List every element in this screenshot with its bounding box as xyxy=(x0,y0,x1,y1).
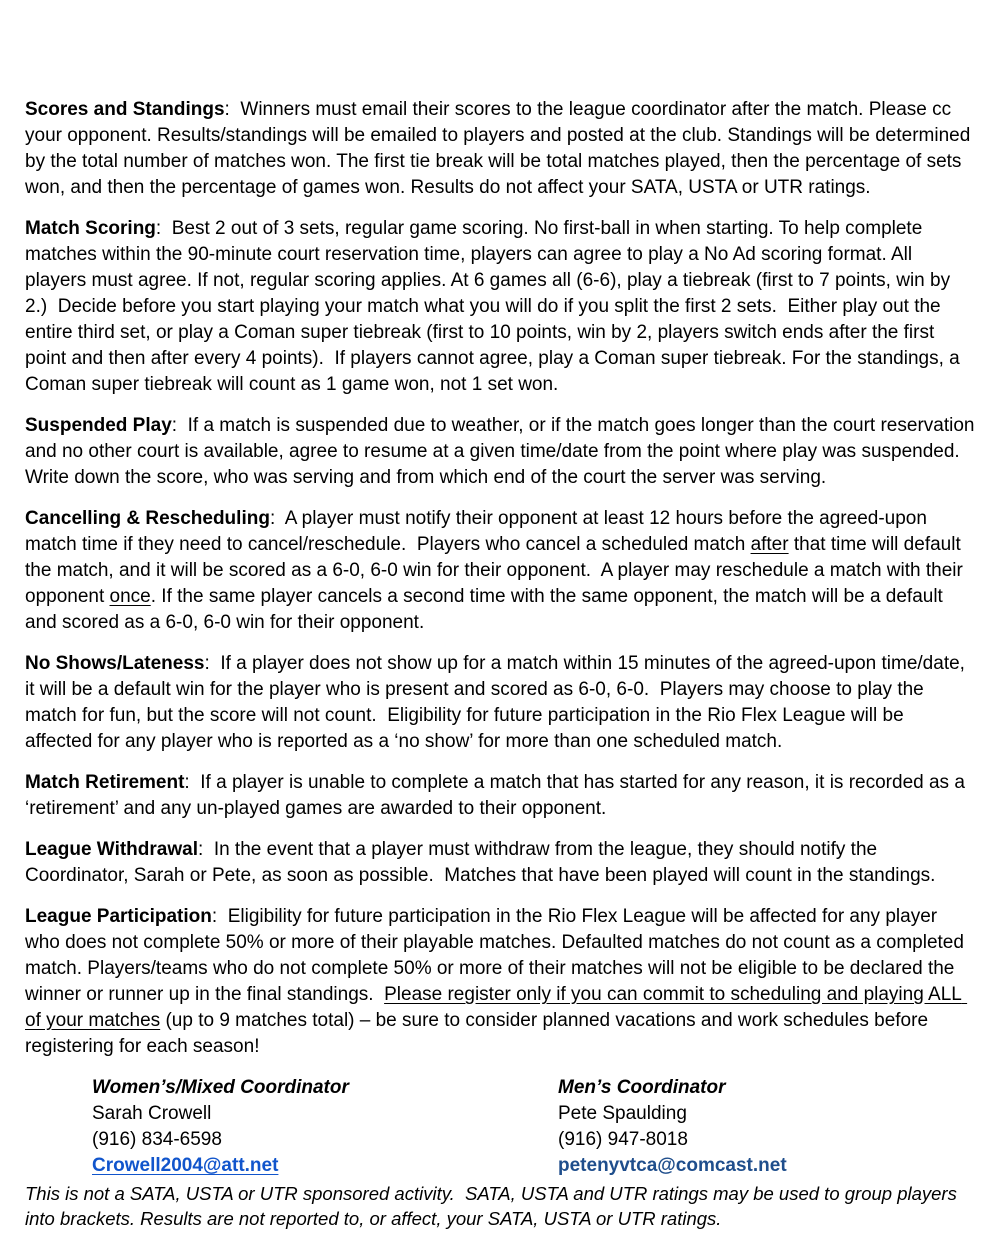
section-heading: Cancelling & Rescheduling xyxy=(25,508,270,529)
disclaimer-text: This is not a SATA, USTA or UTR sponsored activity. SATA, USTA and UTR ratings may be used to group players into brackets. Results are not reported to, or affect, your SATA, USTA or UTR ratings. xyxy=(25,1183,962,1229)
coordinators-block xyxy=(25,1075,975,1179)
heading-separator: : xyxy=(184,772,201,793)
section-text: If a player does not show up for a match within 15 minutes of the agreed-upon time/date, it will be a default win for the player who is present and scored as 6-0, 6-0. Players may choose to play the match for fun, but the score will not count. Eligibility for future participation in the Rio Flex League will be affected for any player who is reported as a ‘no show’ for more than one scheduled match. xyxy=(25,653,971,752)
heading-separator: : xyxy=(155,218,172,239)
section-text: Eligibility for future participation in the Rio Flex League will be affected for any player who does not complete 50% or more of their playable matches. Defaulted matches do not count as a completed match. Players/teams who do not complete 50% or more of their matches will not be eligible to be declared the winner or runner up in the final standings. xyxy=(25,906,970,1005)
mens-coordinator-email-link[interactable]: petenyvtca@comcast.net xyxy=(558,1155,787,1176)
section-heading: Scores and Standings xyxy=(25,99,225,120)
section-cancelling-rescheduling xyxy=(25,506,975,636)
section-heading: League Withdrawal xyxy=(25,839,198,860)
section-text: once xyxy=(109,586,151,607)
section-match-scoring xyxy=(25,216,975,398)
heading-separator: : xyxy=(211,906,228,927)
mens-coordinator-name: Pete Spaulding xyxy=(558,1103,687,1124)
section-heading: League Participation xyxy=(25,906,212,927)
section-text: after xyxy=(750,534,789,555)
womens-coordinator-phone: (916) 834-6598 xyxy=(92,1129,222,1150)
mens-coordinator-column xyxy=(558,1075,787,1179)
womens-coordinator-title: Women’s/Mixed Coordinator xyxy=(92,1077,349,1098)
heading-separator: : xyxy=(224,99,241,120)
section-text: Please register only if you can commit to scheduling and playing ALL of your matches xyxy=(25,984,968,1031)
section-text: (up to 9 matches total) – be sure to consider planned vacations and work schedules before registering for each season! xyxy=(25,1010,934,1057)
section-match-retirement xyxy=(25,770,975,822)
section-no-shows-lateness xyxy=(25,651,975,755)
section-suspended-play xyxy=(25,413,980,491)
section-text: Best 2 out of 3 sets, regular game scoring. No first-ball in when starting. To help complete matches within the 90-minute court reservation time, players can agree to play a No Ad scoring format. All players must agree. If not, regular scoring applies. At 6 games all (6-6), play a tiebreak (first to 7 points, win by 2.) Decide before you start playing your match what you will do if you split the first 2 sets. Either play out the entire third set, or play a Coman super tiebreak (first to 10 points, win by 2, players switch ends after the first point and then after every 4 points). If players cannot agree, play a Coman super tiebreak. For the standings, a Coman super tiebreak will count as 1 game won, not 1 set won. xyxy=(25,218,965,395)
section-text: If a player is unable to complete a match that has started for any reason, it is recorded as a ‘retirement’ and any un-played games are awarded to their opponent. xyxy=(25,772,971,819)
heading-separator: : xyxy=(269,508,285,529)
section-heading: No Shows/Lateness xyxy=(25,653,205,674)
heading-separator: : xyxy=(204,653,221,674)
womens-mixed-coordinator-column xyxy=(92,1075,558,1179)
mens-coordinator-title: Men’s Coordinator xyxy=(558,1077,726,1098)
section-text: that time will default the match, and it will be scored as a 6-0, 6-0 win for their opponent. A player may reschedule a match with their opponent xyxy=(25,534,969,607)
heading-separator: : xyxy=(171,415,188,436)
rules-sections xyxy=(25,97,980,1060)
womens-coordinator-name: Sarah Crowell xyxy=(92,1103,212,1124)
section-text: Winners must email their scores to the league coordinator after the match. Please cc your opponent. Results/standings will be emailed to players and posted at the club. Standings will be determined by the total number of matches won. The first tie break will be total matches played, then the percentage of sets won, and then the percentage of games won. Results do not affect your SATA, USTA or UTR ratings. xyxy=(25,99,976,198)
section-text: . If the same player cancels a second time with the same opponent, the match will be a default and scored as a 6-0, 6-0 win for their opponent. xyxy=(25,586,949,633)
heading-separator: : xyxy=(197,839,214,860)
section-text: In the event that a player must withdraw from the league, they should notify the Coordinator, Sarah or Pete, as soon as possible. Matches that have been played will count in the standings. xyxy=(25,839,936,886)
section-text: A player must notify their opponent at least 12 hours before the agreed-upon match time if they need to cancel/reschedule. Players who cancel a scheduled match xyxy=(25,508,933,555)
section-scores-and-standings xyxy=(25,97,975,201)
section-league-withdrawal xyxy=(25,837,975,889)
section-league-participation xyxy=(25,904,975,1060)
section-heading: Match Scoring xyxy=(25,218,156,239)
section-heading: Suspended Play xyxy=(25,415,172,436)
mens-coordinator-phone: (916) 947-8018 xyxy=(558,1129,688,1150)
section-heading: Match Retirement xyxy=(25,772,185,793)
womens-coordinator-email-link[interactable]: Crowell2004@att.net xyxy=(92,1155,279,1176)
section-text: If a match is suspended due to weather, or if the match goes longer than the court reservation and no other court is available, agree to resume at a given time/date from the point where play was suspended. Write down the score, who was serving and from which end of the court the server was serving. xyxy=(25,415,980,488)
